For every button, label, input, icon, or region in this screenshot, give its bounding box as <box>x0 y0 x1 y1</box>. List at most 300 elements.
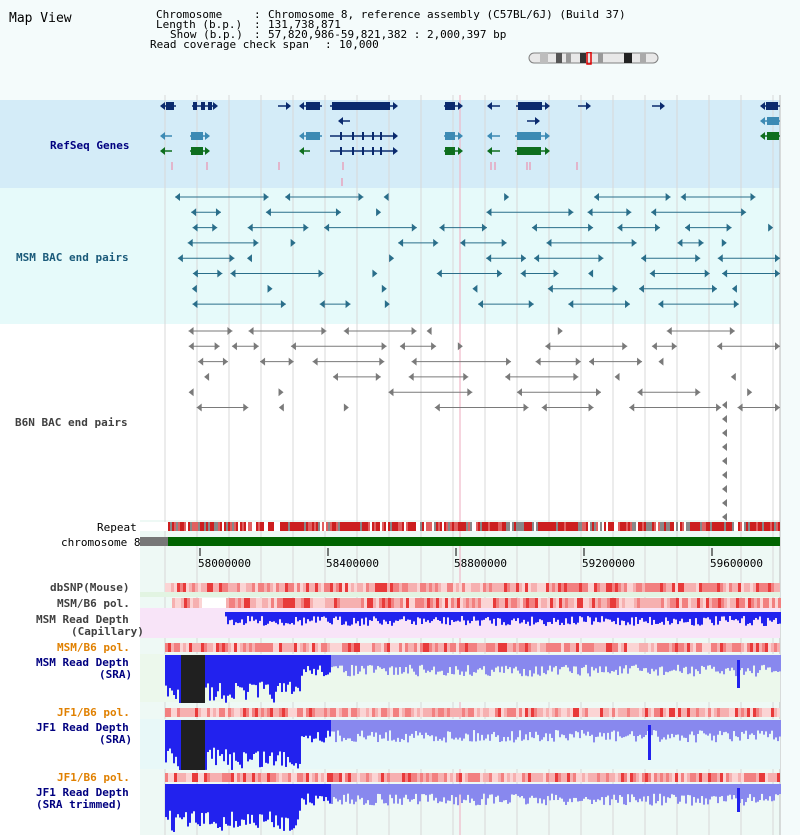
read-depth-bar <box>617 720 619 732</box>
polymorphism-cell <box>369 583 372 592</box>
read-depth-bar <box>371 784 373 805</box>
polymorphism-cell <box>526 598 529 608</box>
read-depth-bar <box>481 784 483 799</box>
polymorphism-cell <box>606 583 609 592</box>
read-depth-bar <box>735 720 737 736</box>
msm-bac-pair-end <box>478 300 483 308</box>
read-depth-bar <box>483 720 485 740</box>
repeat-segment <box>624 522 626 531</box>
read-depth-bar <box>291 655 293 694</box>
read-depth-bar <box>609 655 611 673</box>
repeat-segment <box>632 522 634 531</box>
polymorphism-cell <box>201 583 204 592</box>
repeat-segment <box>342 522 344 531</box>
read-depth-bar <box>331 784 333 804</box>
polymorphism-cell <box>664 598 667 608</box>
repeat-segment <box>604 522 606 531</box>
msm-bac-pair-end <box>192 300 197 308</box>
polymorphism-cell <box>274 598 277 608</box>
read-depth-bar <box>691 720 693 731</box>
read-depth-bar <box>487 720 489 734</box>
read-depth-bar <box>529 720 531 732</box>
capillary-depth-bar <box>447 612 449 617</box>
read-depth-bar <box>201 784 203 813</box>
read-depth-bar <box>621 655 623 673</box>
polymorphism-cell <box>394 598 397 608</box>
read-depth-bar <box>227 784 229 826</box>
polymorphism-cell <box>366 583 369 592</box>
read-depth-bar <box>767 720 769 737</box>
label-dbsnp: dbSNP(Mouse) <box>50 581 130 594</box>
polymorphism-cell <box>558 643 561 652</box>
repeat-segment <box>724 522 726 531</box>
capillary-depth-bar <box>371 612 373 621</box>
polymorphism-cell <box>240 708 243 717</box>
read-depth-bar <box>315 655 317 675</box>
read-depth-bar <box>247 655 249 692</box>
polymorphism-cell <box>636 643 639 652</box>
repeat-segment <box>264 522 266 531</box>
repeat-segment <box>596 522 598 531</box>
polymorphism-cell <box>609 583 612 592</box>
read-depth-bar <box>337 784 339 801</box>
polymorphism-cell <box>447 773 450 782</box>
polymorphism-cell <box>645 708 648 717</box>
capillary-depth-bar <box>509 612 511 625</box>
read-depth-bar <box>545 655 547 674</box>
polymorphism-cell <box>477 708 480 717</box>
msm-bac-pair-end <box>188 239 193 247</box>
polymorphism-cell <box>654 773 657 782</box>
polymorphism-cell <box>237 708 240 717</box>
polymorphism-cell <box>252 583 255 592</box>
read-depth-bar <box>235 784 237 821</box>
read-depth-bar <box>429 784 431 795</box>
gene-exon <box>306 102 320 110</box>
read-depth-bar <box>439 784 441 801</box>
repeat-segment <box>746 522 748 531</box>
repeat-segment <box>348 522 350 531</box>
read-depth-bar <box>275 784 277 815</box>
read-depth-bar <box>635 720 637 742</box>
polymorphism-cell <box>361 598 364 608</box>
capillary-depth-bar <box>293 612 295 625</box>
read-depth-bar <box>507 720 509 737</box>
msm-bac-pair-end <box>248 224 253 232</box>
msm-bac-pair-end <box>439 224 444 232</box>
read-depth-bar <box>185 655 187 703</box>
read-depth-bar <box>257 655 259 697</box>
gene-exon <box>352 147 354 155</box>
read-depth-bar <box>719 720 721 731</box>
polymorphism-cell <box>768 643 771 652</box>
read-depth-bar <box>597 784 599 799</box>
polymorphism-cell <box>411 773 414 782</box>
read-depth-bar <box>697 784 699 799</box>
msm-bac-pair-end <box>617 224 622 232</box>
polymorphism-cell <box>588 643 591 652</box>
polymorphism-cell <box>637 598 640 608</box>
read-depth-bar <box>443 784 445 797</box>
polymorphism-cell <box>549 773 552 782</box>
b6n-bac-pair-end <box>376 373 381 381</box>
polymorphism-cell <box>213 643 216 652</box>
b6n-bac-pair-end <box>545 342 550 350</box>
polymorphism-cell <box>535 598 538 608</box>
read-depth-bar <box>427 720 429 735</box>
read-depth-bar <box>361 784 363 798</box>
header-info: Chromosome : Chromosome 8, reference assembly (C57BL/6J) (Build 37) Length (b.p.) : 131,738,871 Show (b.p.) : 57,820,986-59,821,382 : 2,000,397 bp Read coverage check span : 10,000 <box>150 8 626 51</box>
repeat-segment <box>464 522 466 531</box>
read-depth-bar <box>653 784 655 794</box>
polymorphism-cell <box>726 583 729 592</box>
polymorphism-cell <box>309 643 312 652</box>
repeat-segment <box>718 522 720 531</box>
read-depth-bar <box>661 655 663 667</box>
polymorphism-cell <box>318 773 321 782</box>
polymorphism-cell <box>249 643 252 652</box>
polymorphism-cell <box>276 708 279 717</box>
polymorphism-cell <box>216 708 219 717</box>
polymorphism-cell <box>601 598 604 608</box>
polymorphism-cell <box>336 708 339 717</box>
capillary-depth-bar <box>343 612 345 624</box>
repeat-segment <box>256 522 258 531</box>
repeat-segment <box>684 522 686 531</box>
repeat-segment <box>418 522 420 531</box>
read-depth-bar <box>417 720 419 735</box>
polymorphism-cell <box>519 773 522 782</box>
polymorphism-cell <box>654 583 657 592</box>
repeat-segment <box>290 522 292 531</box>
polymorphism-cell <box>750 583 753 592</box>
read-depth-bar <box>243 720 245 752</box>
read-depth-bar <box>459 655 461 675</box>
read-depth-bar <box>713 720 715 736</box>
repeat-segment <box>648 522 650 531</box>
polymorphism-cell <box>610 598 613 608</box>
capillary-depth-bar <box>569 612 571 624</box>
polymorphism-cell <box>774 708 777 717</box>
read-depth-bar <box>209 655 211 701</box>
polymorphism-cell <box>600 643 603 652</box>
gene-exon <box>362 132 364 140</box>
polymorphism-cell <box>288 773 291 782</box>
read-depth-bar <box>247 720 249 761</box>
read-depth-bar <box>751 655 753 673</box>
polymorphism-cell <box>567 643 570 652</box>
capillary-depth-bar <box>349 612 351 626</box>
polymorphism-cell <box>612 708 615 717</box>
repeat-segment <box>686 522 688 531</box>
polymorphism-cell <box>261 708 264 717</box>
polymorphism-cell <box>750 708 753 717</box>
repeat-segment <box>540 522 542 531</box>
read-depth-bar <box>421 720 423 735</box>
polymorphism-cell <box>723 708 726 717</box>
polymorphism-cell <box>717 708 720 717</box>
repeat-segment <box>548 522 550 531</box>
polymorphism-cell <box>177 773 180 782</box>
read-depth-bar <box>195 720 197 770</box>
read-depth-bar <box>605 655 607 666</box>
polymorphism-cell <box>471 708 474 717</box>
polymorphism-cell <box>756 583 759 592</box>
read-depth-bar <box>603 720 605 733</box>
repeat-segment <box>352 522 354 531</box>
capillary-depth-bar <box>635 612 637 617</box>
polymorphism-cell <box>327 643 330 652</box>
read-depth-bar <box>473 784 475 801</box>
polymorphism-cell <box>777 708 780 717</box>
read-depth-bar <box>255 655 257 685</box>
repeat-segment <box>384 522 386 531</box>
repeat-segment <box>556 522 558 531</box>
capillary-depth-bar <box>721 612 723 617</box>
polymorphism-cell <box>342 583 345 592</box>
read-depth-bar <box>773 784 775 801</box>
repeat-segment <box>720 522 722 531</box>
polymorphism-cell <box>507 708 510 717</box>
polymorphism-cell <box>438 643 441 652</box>
polymorphism-cell <box>591 773 594 782</box>
read-depth-bar <box>457 655 459 670</box>
gene-strand-arrow <box>299 147 304 155</box>
polymorphism-cell <box>279 708 282 717</box>
polymorphism-cell <box>331 598 334 608</box>
read-depth-bar <box>665 655 667 672</box>
polymorphism-cell <box>291 773 294 782</box>
polymorphism-cell <box>726 643 729 652</box>
polymorphism-cell <box>751 598 754 608</box>
polymorphism-cell <box>552 708 555 717</box>
polymorphism-cell <box>264 773 267 782</box>
polymorphism-cell <box>442 598 445 608</box>
polymorphism-cell <box>298 598 301 608</box>
capillary-depth-bar <box>753 612 755 620</box>
polymorphism-cell <box>744 583 747 592</box>
polymorphism-cell <box>450 643 453 652</box>
polymorphism-cell <box>582 643 585 652</box>
polymorphism-cell <box>589 598 592 608</box>
read-depth-bar <box>455 655 457 666</box>
polymorphism-cell <box>777 643 780 652</box>
polymorphism-cell <box>420 708 423 717</box>
repeat-segment <box>652 522 654 531</box>
repeat-segment <box>238 522 240 531</box>
polymorphism-cell <box>540 708 543 717</box>
polymorphism-cell <box>778 598 781 608</box>
polymorphism-cell <box>216 583 219 592</box>
polymorphism-cell <box>604 598 607 608</box>
capillary-depth-bar <box>397 612 399 621</box>
repeat-segment <box>730 522 732 531</box>
read-depth-bar <box>169 655 171 688</box>
polymorphism-cell <box>684 708 687 717</box>
polymorphism-cell <box>405 643 408 652</box>
read-depth-bar <box>573 720 575 737</box>
read-depth-bar <box>777 784 779 795</box>
read-depth-bar <box>675 720 677 735</box>
polymorphism-cell <box>486 643 489 652</box>
read-depth-bar <box>551 655 553 672</box>
polymorphism-cell <box>174 708 177 717</box>
polymorphism-cell <box>753 583 756 592</box>
repeat-segment <box>690 522 692 531</box>
polymorphism-cell <box>633 773 636 782</box>
read-depth-bar <box>703 784 705 805</box>
read-depth-bar <box>777 655 779 672</box>
polymorphism-cell <box>513 773 516 782</box>
read-depth-bar <box>681 655 683 673</box>
polymorphism-cell <box>225 708 228 717</box>
polymorphism-cell <box>567 583 570 592</box>
read-depth-bar <box>365 720 367 739</box>
polymorphism-cell <box>714 583 717 592</box>
repeat-segment <box>216 522 218 531</box>
repeat-segment <box>308 522 310 531</box>
polymorphism-cell <box>345 643 348 652</box>
read-depth-bar <box>305 784 307 805</box>
polymorphism-cell <box>315 643 318 652</box>
polymorphism-cell <box>291 708 294 717</box>
read-depth-bar <box>483 784 485 794</box>
capillary-depth-bar <box>263 612 265 626</box>
polymorphism-cell <box>609 643 612 652</box>
read-depth-bar <box>187 655 189 703</box>
polymorphism-cell <box>549 708 552 717</box>
b6n-bac-pair-end <box>505 373 510 381</box>
polymorphism-cell <box>171 583 174 592</box>
capillary-depth-bar <box>565 612 567 618</box>
polymorphism-cell <box>432 583 435 592</box>
msm-bac-pair-end <box>775 254 780 262</box>
read-depth-bar <box>747 655 749 668</box>
capillary-depth-bar <box>717 612 719 625</box>
polymorphism-cell <box>426 583 429 592</box>
read-depth-bar <box>249 720 251 759</box>
read-depth-bar <box>421 784 423 794</box>
polymorphism-cell <box>636 708 639 717</box>
capillary-depth-bar <box>367 612 369 626</box>
label-msm-b6-pol-1: MSM/B6 pol. <box>57 597 130 610</box>
polymorphism-cell <box>681 773 684 782</box>
polymorphism-cell <box>717 643 720 652</box>
polymorphism-cell <box>174 773 177 782</box>
read-depth-bar <box>265 655 267 685</box>
polymorphism-cell <box>264 643 267 652</box>
b6n-bac-pair-end <box>637 388 642 396</box>
repeat-segment <box>688 522 690 531</box>
read-depth-bar <box>761 720 763 731</box>
repeat-segment <box>554 522 556 531</box>
read-depth-bar <box>303 655 305 669</box>
polymorphism-cell <box>370 598 373 608</box>
polymorphism-cell <box>591 643 594 652</box>
capillary-depth-bar <box>521 612 523 622</box>
polymorphism-cell <box>387 773 390 782</box>
read-depth-bar <box>655 784 657 803</box>
polymorphism-cell <box>186 773 189 782</box>
polymorphism-cell <box>543 773 546 782</box>
polymorphism-cell <box>391 598 394 608</box>
gene-exon <box>332 102 390 110</box>
capillary-depth-bar <box>299 612 301 620</box>
polymorphism-cell <box>598 598 601 608</box>
read-depth-bar <box>249 784 251 824</box>
polymorphism-cell <box>600 773 603 782</box>
polymorphism-cell <box>481 598 484 608</box>
read-depth-bar <box>315 720 317 738</box>
polymorphism-cell <box>183 773 186 782</box>
repeat-segment <box>282 522 284 531</box>
polymorphism-cell <box>417 643 420 652</box>
read-depth-bar <box>765 720 767 731</box>
polymorphism-cell <box>588 708 591 717</box>
polymorphism-cell <box>465 708 468 717</box>
capillary-depth-bar <box>341 612 343 625</box>
read-depth-bar <box>497 720 499 735</box>
polymorphism-cell <box>579 773 582 782</box>
read-depth-bar <box>605 720 607 740</box>
polymorphism-cell <box>708 708 711 717</box>
read-depth-bar <box>745 784 747 802</box>
read-depth-bar <box>379 655 381 667</box>
read-depth-bar <box>191 655 193 703</box>
read-depth-bar <box>765 784 767 799</box>
polymorphism-cell <box>714 708 717 717</box>
b6n-bac-pair-end <box>629 404 634 412</box>
repeat-segment <box>470 522 472 531</box>
polymorphism-cell <box>534 773 537 782</box>
read-depth-bar <box>623 655 625 668</box>
capillary-depth-bar <box>387 612 389 624</box>
b6n-bac-stack <box>722 401 727 409</box>
polymorphism-cell <box>346 598 349 608</box>
read-depth-bar <box>625 655 627 665</box>
polymorphism-cell <box>516 773 519 782</box>
capillary-depth-bar <box>485 612 487 618</box>
capillary-depth-bar <box>239 612 241 623</box>
polymorphism-cell <box>457 598 460 608</box>
read-depth-bar <box>705 720 707 735</box>
polymorphism-cell <box>321 643 324 652</box>
read-depth-bar <box>181 655 183 703</box>
polymorphism-cell <box>675 643 678 652</box>
repeat-segment <box>506 522 508 531</box>
polymorphism-cell <box>762 773 765 782</box>
capillary-depth-bar <box>327 612 329 622</box>
polymorphism-cell <box>513 583 516 592</box>
read-depth-bar <box>767 655 769 668</box>
repeat-segment <box>250 522 252 531</box>
polymorphism-cell <box>705 583 708 592</box>
msm-bac-pair-end <box>216 208 221 216</box>
polymorphism-cell <box>282 583 285 592</box>
polymorphism-cell <box>643 598 646 608</box>
read-depth-bar <box>547 784 549 796</box>
msm-bac-pair-end <box>193 224 198 232</box>
polymorphism-cell <box>576 773 579 782</box>
msm-bac-pair-end <box>268 285 273 293</box>
polymorphism-cell <box>666 773 669 782</box>
polymorphism-cell <box>430 598 433 608</box>
polymorphism-cell <box>661 598 664 608</box>
read-depth-bar <box>435 784 437 798</box>
capillary-depth-bar <box>257 612 259 623</box>
read-depth-bar <box>399 720 401 742</box>
read-depth-bar <box>335 720 337 742</box>
